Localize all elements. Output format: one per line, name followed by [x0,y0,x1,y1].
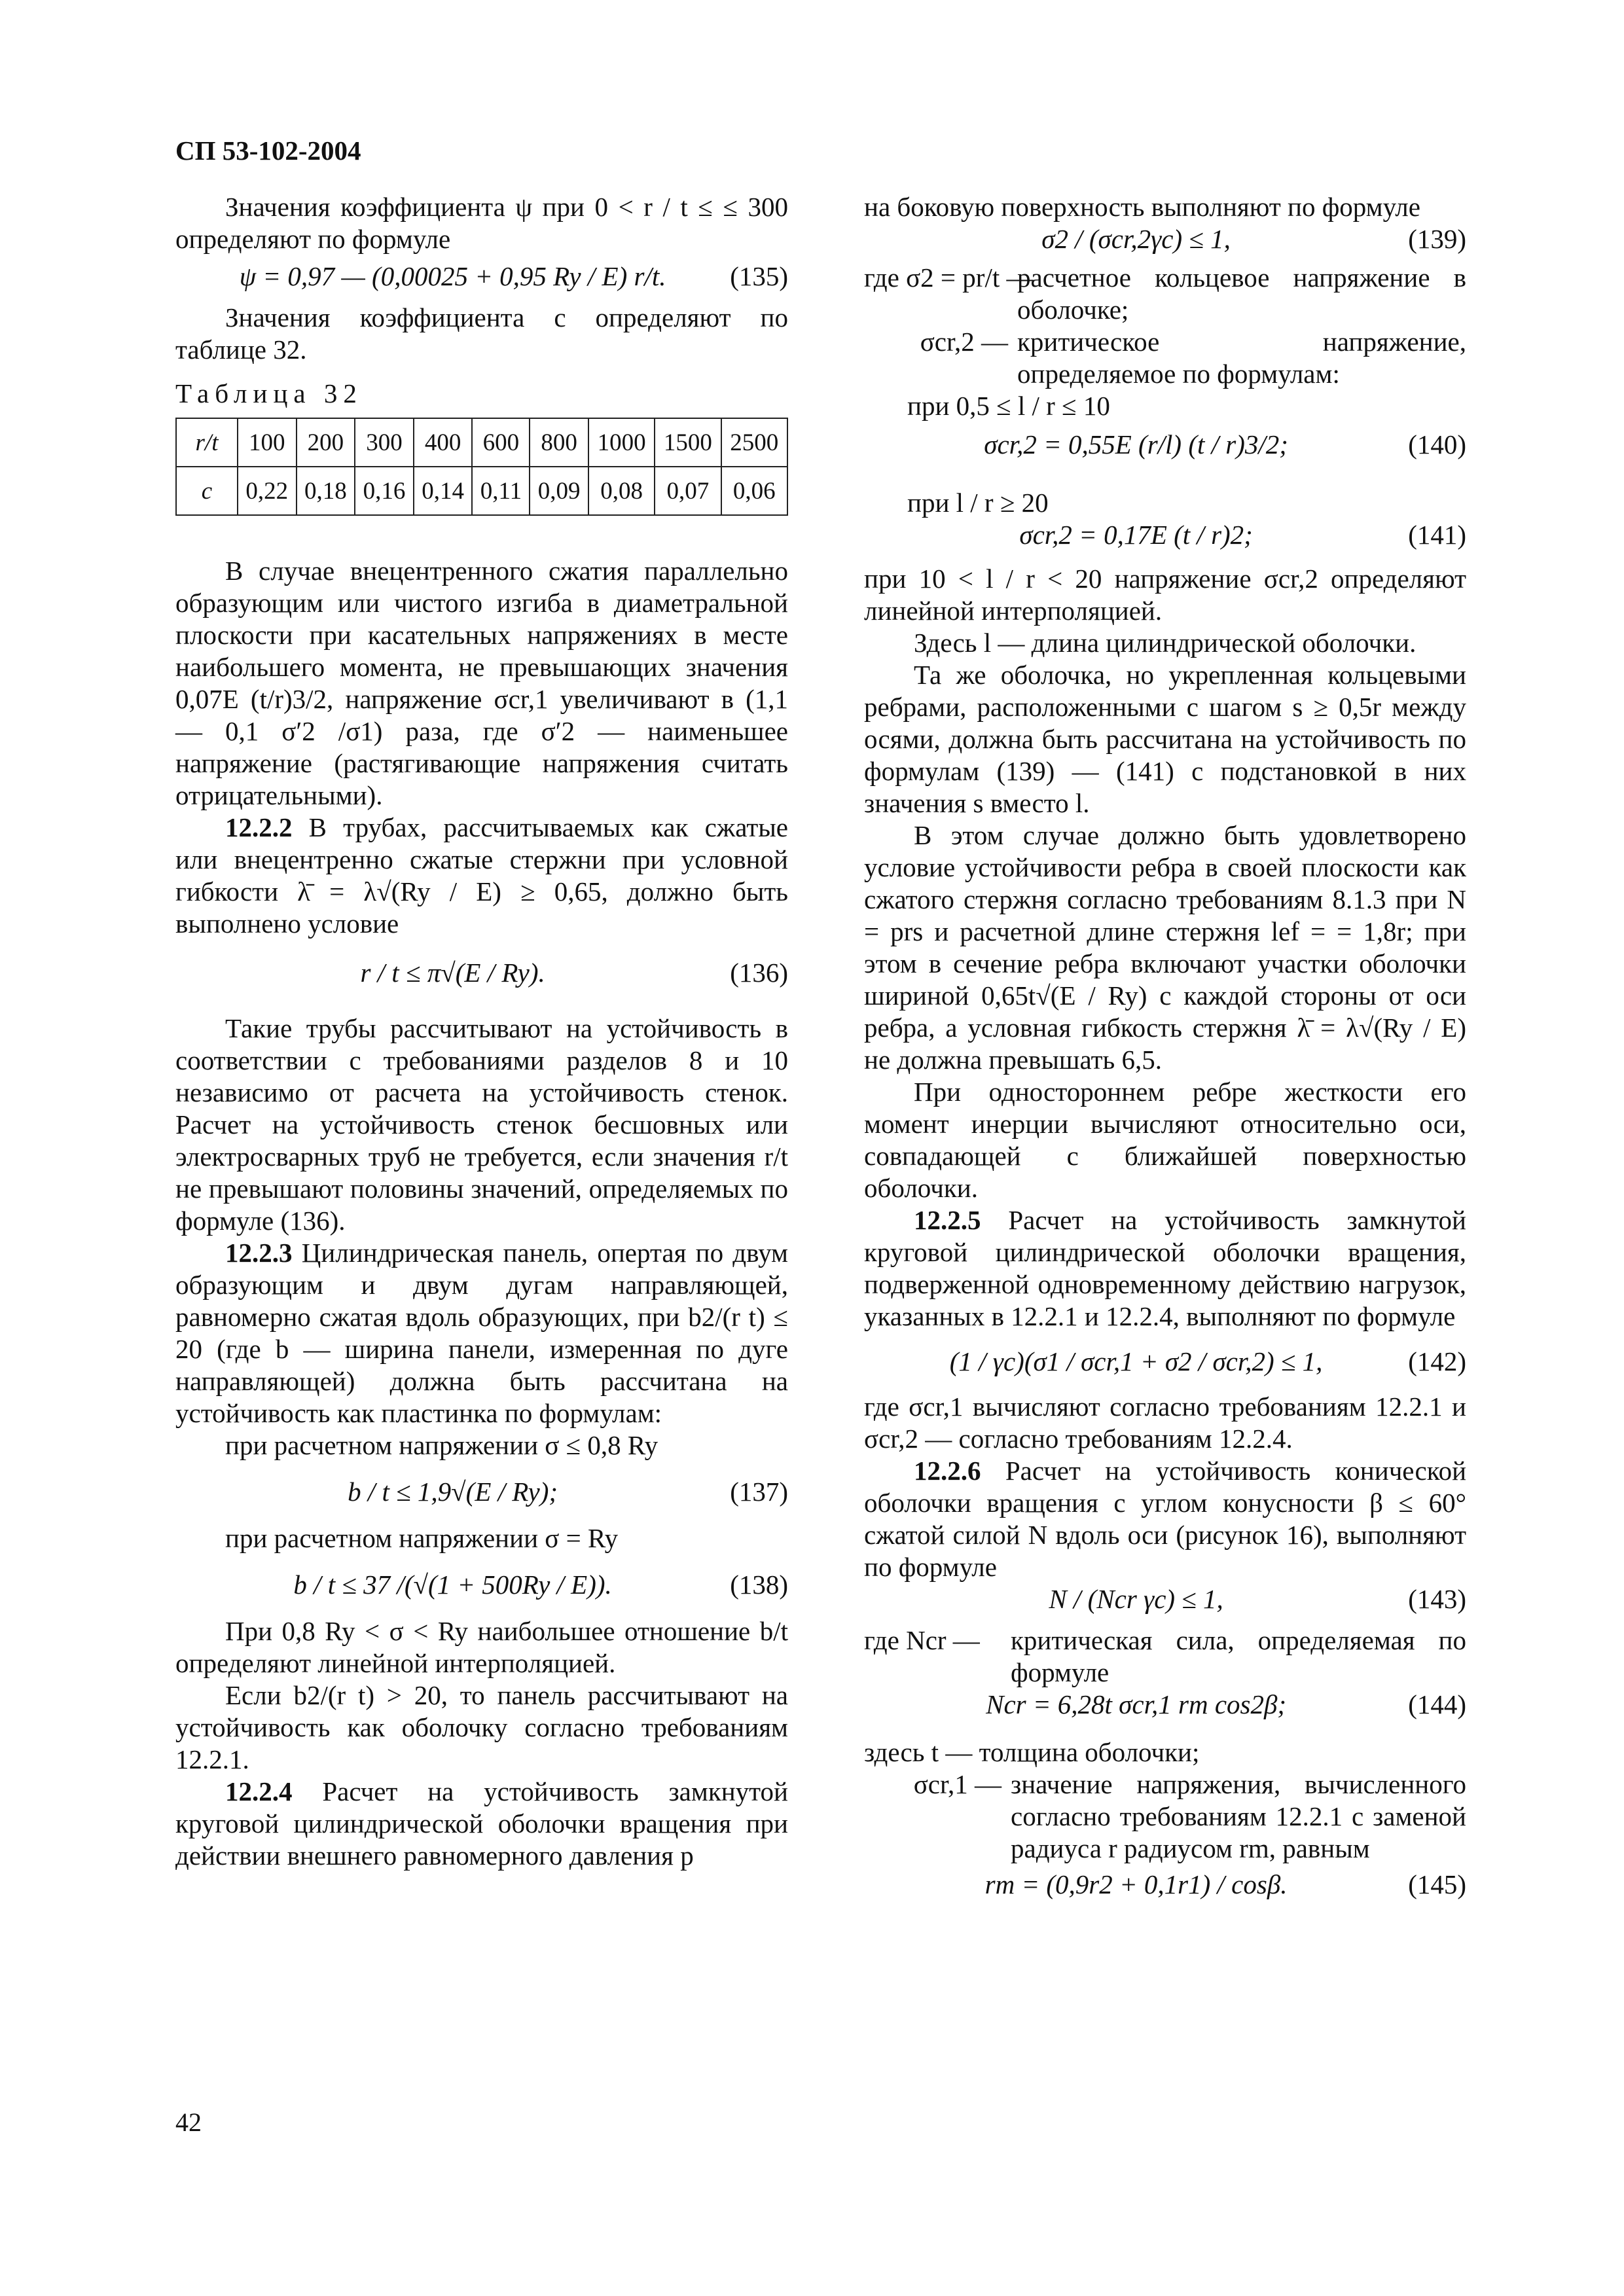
formula-140 [864,429,1466,461]
formula-expression: b / t ≤ 1,9√(E / Ry); [348,1477,558,1507]
paragraph: Та же оболочка, но укрепленная кольцевыми ребрами, расположенными с шагом s ≥ 0,5r между осями, должна быть рассчитана на устойчивость по формулам (139) — (141) с подстановкой в них значения s вместо l. [864,660,1466,818]
equation-number: (138) [730,1570,788,1600]
section-text: Расчет на устойчивость замкнутой круговой цилиндрической оболочки вращения, подверженной одновременному действию нагрузок, указанных в 12.2.1 и 12.2.4, выполняют по формуле [864,1205,1466,1331]
table-row [176,418,787,467]
formula-139 [864,223,1466,255]
table-cell: 0,07 [655,467,721,515]
equation-number: (142) [1408,1346,1466,1376]
definition-row [864,326,1466,390]
equation-number: (145) [1408,1869,1466,1899]
formula-expression: σcr,2 = 0,17E (t / r)2; [1019,520,1253,550]
section-12-2-4 [175,1776,788,1872]
equation-number: (141) [1408,520,1466,550]
definition-text: значение напряжения, вычисленного согласно требованиям 12.2.1 с заменой радиуса r радиусом rm, равным [1011,1769,1466,1863]
table-cell: 2500 [721,418,787,467]
table-cell: 0,09 [530,467,588,515]
definition-term: где σ2 = pr/t — [864,262,1034,293]
table-cell: 100 [238,418,297,467]
definition-text: критическая сила, определяемая по формуле [1011,1625,1466,1687]
paragraph: при 0,5 ≤ l / r ≤ 10 [907,391,1110,421]
table-32 [175,418,788,516]
section-number: 12.2.6 [914,1456,981,1486]
section-text: В трубах, рассчитываемых как сжатые или внецентренно сжатые стержни при условной гибкости λ̄ = λ√(Ry / E) ≥ 0,65, должно быть выполнено условие [175,812,788,939]
paragraph: при 10 < l / r < 20 напряжение σcr,2 определяют линейной интерполяцией. [864,564,1466,626]
table-cell: 0,16 [355,467,414,515]
formula-137 [175,1476,788,1508]
paragraph: при l / r ≥ 20 [907,488,1049,518]
table-row-header: r/t [176,418,238,467]
formula-expression: (1 / γc)(σ1 / σcr,1 + σ2 / σcr,2) ≤ 1, [949,1346,1323,1376]
paragraph: Такие трубы рассчитывают на устойчивость в соответствии с требованиями разделов 8 и 10 независимо от расчета на устойчивость стенок. Расчет на устойчивость стенок бесшовных или электросварных труб не требуется, если значения r/t не превышают половины значений, определяемых по формуле (136). [175,1013,788,1236]
formula-expression: ψ = 0,97 — (0,00025 + 0,95 Ry / E) r/t. [239,261,666,291]
right-column [864,191,1466,1901]
table-cell: 0,18 [297,467,355,515]
section-number: 12.2.2 [225,812,293,842]
formula-expression: b / t ≤ 37 /(√(1 + 500Ry / E)). [293,1570,612,1600]
section-text: Расчет на устойчивость конической оболочки вращения с углом конусности β ≤ 60° сжатой силой N вдоль оси (рисунок 16), выполняют по формуле [864,1456,1467,1582]
section-number: 12.2.3 [225,1238,293,1268]
paragraph: Здесь l — длина цилиндрической оболочки. [914,628,1416,658]
document-code-header: СП 53-102-2004 [175,135,361,166]
paragraph: При 0,8 Ry < σ < Ry наибольшее отношение b/t определяют линейной интерполяцией. [175,1616,788,1678]
table-cell: 0,08 [588,467,655,515]
formula-135 [175,260,788,293]
formula-136 [175,957,788,989]
formula-142 [864,1346,1466,1378]
table-cell: 0,14 [414,467,473,515]
equation-number: (139) [1408,224,1466,254]
definition-text: критическое напряжение, определяемое по формулам: [1017,327,1466,389]
formula-expression: rm = (0,9r2 + 0,1r1) / cosβ. [984,1869,1288,1899]
definition-row [864,262,1466,326]
table-row-header: c [176,467,238,515]
table-title: Таблица 32 [175,378,363,408]
table-cell: 400 [414,418,473,467]
paragraph: Значения коэффициента c определяют по таблице 32. [175,302,788,365]
paragraph: где σcr,1 вычисляют согласно требованиям 12.2.1 и σcr,2 — согласно требованиям 12.2.4. [864,1391,1466,1454]
section-12-2-6 [864,1455,1466,1583]
section-text: Расчет на устойчивость замкнутой круговой цилиндрической оболочки вращения при действии внешнего равномерного давления p [175,1776,788,1871]
table-cell: 0,06 [721,467,787,515]
section-12-2-3 [175,1237,788,1429]
formula-expression: r / t ≤ π√(E / Ry). [360,958,545,988]
definition-term: где Ncr — [864,1625,980,1655]
equation-number: (137) [730,1477,788,1507]
definition-row [864,1768,1466,1865]
section-number: 12.2.5 [914,1205,981,1235]
table-cell: 200 [297,418,355,467]
paragraph: здесь t — толщина оболочки; [864,1737,1200,1767]
table-cell: 300 [355,418,414,467]
table-cell: 600 [472,418,530,467]
definition-row [864,1624,1466,1689]
equation-number: (144) [1408,1689,1466,1719]
section-number: 12.2.4 [225,1776,293,1806]
formula-expression: σ2 / (σcr,2γc) ≤ 1, [1041,224,1231,254]
formula-141 [864,519,1466,551]
formula-expression: σcr,2 = 0,55E (r/l) (t / r)3/2; [984,429,1288,459]
definition-term: σcr,1 — [913,1769,1001,1799]
definition-text: расчетное кольцевое напряжение в оболочке; [1017,262,1466,325]
table-cell: 0,11 [472,467,530,515]
paragraph: В этом случае должно быть удовлетворено условие устойчивости ребра в своей плоскости как сжатого стержня согласно требованиям 8.1.3 при N = prs и расчетной длине стержня lef = = 1,8r; при этом в сечение ребра включают участки оболочки шириной 0,65t√(E / Ry) с каждой стороны от оси ребра, а условная гибкость стержня λ̄ = λ√(Ry / E) не должна превышать 6,5. [864,820,1466,1075]
formula-144 [864,1689,1466,1721]
equation-number: (136) [730,958,788,988]
formula-expression: N / (Ncr γc) ≤ 1, [1049,1584,1223,1614]
paragraph: При одностороннем ребре жесткости его момент инерции вычисляют относительно оси, совпадающей с ближайшей поверхностью оболочки. [864,1077,1466,1203]
table-cell: 0,22 [238,467,297,515]
definition-term: σcr,2 — [920,327,1008,357]
left-column [175,191,788,1872]
table-cell: 1500 [655,418,721,467]
table-cell: 1000 [588,418,655,467]
paragraph: при расчетном напряжении σ ≤ 0,8 Ry [225,1430,659,1460]
paragraph: на боковую поверхность выполняют по формуле [864,192,1420,222]
equation-number: (143) [1408,1584,1466,1614]
paragraph: В случае внецентренного сжатия параллельно образующим или чистого изгиба в диаметральной плоскости при касательных напряжениях в месте наибольшего момента, не превышающих значения 0,07E (t/r)3/2, напряжение σcr,1 увеличивают в (1,1 — 0,1 σ′2 /σ1) раза, где σ′2 — наименьшее напряжение (растягивающие напряжения считать отрицательными). [175,556,788,810]
paragraph: Значения коэффициента ψ при 0 < r / t ≤ ≤ 300 определяют по формуле [175,192,788,254]
formula-145 [864,1869,1466,1901]
formula-138 [175,1569,788,1601]
paragraph: Если b2/(r t) > 20, то панель рассчитывают на устойчивость как оболочку согласно требованиям 12.2.1. [175,1680,788,1774]
section-12-2-2 [175,812,788,940]
page-number: 42 [175,2108,202,2137]
table-cell: 800 [530,418,588,467]
formula-143 [864,1583,1466,1615]
equation-number: (140) [1408,429,1466,459]
section-12-2-5 [864,1204,1466,1333]
equation-number: (135) [730,261,788,291]
paragraph: при расчетном напряжении σ = Ry [225,1523,619,1553]
table-row [176,467,787,515]
section-text: Цилиндрическая панель, опертая по двум образующим и двум дугам направляющей, равномерно сжатая вдоль образующих, при b2/(r t) ≤ 20 (где b — ширина панели, измеренная по дуге направляющей) должна быть рассчитана на устойчивость как пластинка по формулам: [175,1238,789,1428]
formula-expression: Ncr = 6,28t σcr,1 rm cos2β; [986,1689,1287,1719]
